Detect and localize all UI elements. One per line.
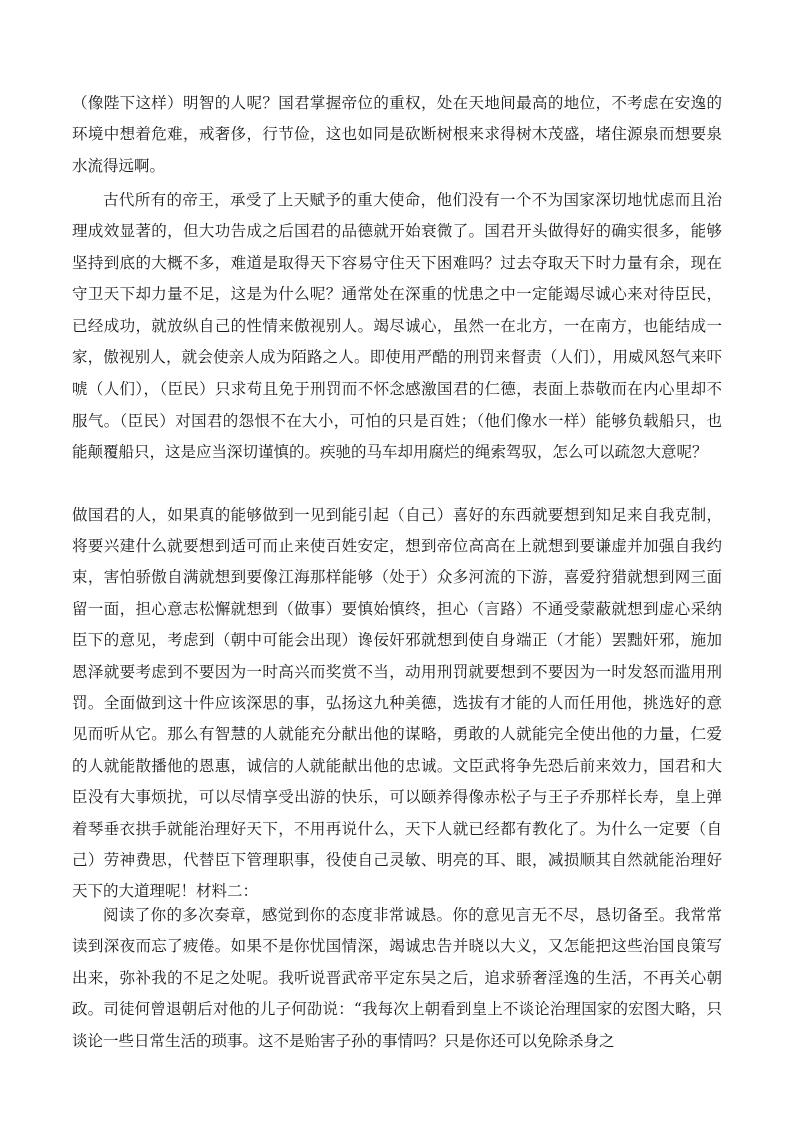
paragraph-1: （像陛下这样）明智的人呢？国君掌握帝位的重权，处在天地间最高的地位，不考虑在安逸的环境中想着危难，戒奢侈，行节俭，这也如同是砍断树根来求得树木茂盛，堵住源泉而想要泉水流得远啊。 — [72, 93, 722, 175]
paragraph-2: 古代所有的帝王，承受了上天赋予的重大使命，他们没有一个不为国家深切地忧虑而且治理成效显著的，但大功告成之后国君的品德就开始衰微了。国君开头做得好的确实很多，能够坚持到底的大概不多，难道是取得天下容易守住天下困难吗？过去夺取天下时力量有余，现在守卫天下却力量不足，这是为什么呢？通常处在深重的忧患之中一定能竭尽诚心来对待臣民，已经成功，就放纵自己的性情来傲视别人。竭尽诚心，虽然一在北方，一在南方，也能结成一家，傲视别人，就会使亲人成为陌路之人。即使用严酷的刑罚来督责（人们），用威风怒气来吓唬（人们），（臣民）只求苟且免于刑罚而不怀念感激国君的仁德，表面上恭敬而在内心里却不服气。（臣民）对国君的怨恨不在大小，可怕的只是百姓；（他们像水一样）能够负载船只，也能颠覆船只，这是应当深切谨慎的。疾驰的马车却用腐烂的绳索驾驭，怎么可以疏忽大意呢？ — [72, 190, 722, 462]
paragraph-4: 阅读了你的多次奏章，感觉到你的态度非常诚恳。你的意见言无不尽，恳切备至。我常常读到深夜而忘了疲倦。如果不是你忧国情深，竭诚忠告并晓以大义，又怎能把这些治国良策写出来，弥补我的不足之处呢。我听说晋武帝平定东吴之后，追求骄奢淫逸的生活，不再关心朝政。司徒何曾退朝后对他的儿子何劭说：“我每次上朝看到皇上不谈论治理国家的宏图大略，只谈论一些日常生活的琐事。这不是贻害子孙的事情吗？只是你还可以免除杀身之 — [72, 905, 722, 1050]
paragraph-3: 做国君的人，如果真的能够做到一见到能引起（自己）喜好的东西就要想到知足来自我克制，将要兴建什么就要想到适可而止来使百姓安定，想到帝位高高在上就想到要谦虚并加强自我约束，害怕骄傲自满就想到要像江海那样能够（处于）众多河流的下游，喜爱狩猎就想到网三面留一面，担心意志松懈就想到（做事）要慎始慎终，担心（言路）不通受蒙蔽就想到虚心采纳臣下的意见，考虑到（朝中可能会出现）谗佞奸邪就想到使自身端正（才能）罢黜奸邪，施加恩泽就要考虑到不要因为一时高兴而奖赏不当，动用刑罚就要想到不要因为一时发怒而滥用刑罚。全面做到这十件应该深思的事，弘扬这九种美德，选拔有才能的人而任用他，挑选好的意见而听从它。那么有智慧的人就能充分献出他的谋略，勇敢的人就能完全使出他的力量，仁爱的人就能散播他的恩惠，诚信的人就能献出他的忠诚。文臣武将争先恐后前来效力，国君和大臣没有大事烦扰，可以尽情享受出游的快乐，可以颐养得像赤松子与王子乔那样长寿，皇上弹着琴垂衣拱手就能治理好天下，不用再说什么，天下人就已经都有教化了。为什么一定要（自己）劳神费思，代替臣下管理职事，役使自己灵敏、明亮的耳、眼，减损顺其自然就能治理好天下的大道理呢！材料二： — [72, 505, 722, 901]
